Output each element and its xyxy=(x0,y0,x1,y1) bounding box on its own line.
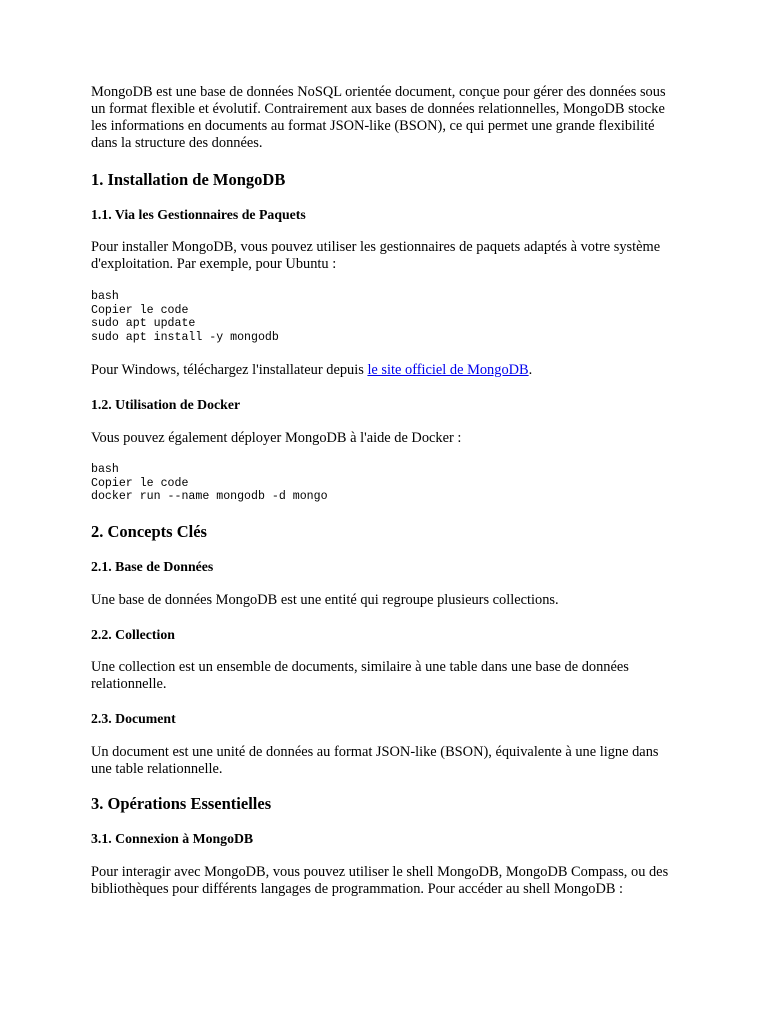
section-2-3-heading: 2.3. Document xyxy=(91,711,176,726)
section-1-1-heading: 1.1. Via les Gestionnaires de Paquets xyxy=(91,207,306,222)
code-block-docker: bash Copier le code docker run --name mongodb -d mongo xyxy=(91,463,328,503)
section-3-1-text: Pour interagir avec MongoDB, vous pouvez utiliser le shell MongoDB, MongoDB Compass, ou des bibliothèques pour différents langages de programmation. Pour accéder au shell MongoDB : xyxy=(91,864,669,897)
section-1-2-text: Vous pouvez également déployer MongoDB à l'aide de Docker : xyxy=(91,430,462,446)
windows-paragraph xyxy=(91,362,532,379)
section-3-heading: 3. Opérations Essentielles xyxy=(91,794,272,813)
section-1-heading: 1. Installation de MongoDB xyxy=(91,170,286,189)
section-2-1-heading: 2.1. Base de Données xyxy=(91,559,214,574)
section-1-1-text: Pour installer MongoDB, vous pouvez utiliser les gestionnaires de paquets adaptés à votre système d'exploitation. Par exemple, pour Ubuntu : xyxy=(91,239,661,272)
windows-text: Pour Windows, téléchargez l'installateur depuis xyxy=(91,362,368,378)
section-2-2-heading: 2.2. Collection xyxy=(91,627,175,642)
section-2-2-text: Une collection est un ensemble de documents, similaire à une table dans une base de données relationnelle. xyxy=(91,659,629,692)
code-block-ubuntu: bash Copier le code sudo apt update sudo apt install -y mongodb xyxy=(91,290,279,344)
section-1-2-heading: 1.2. Utilisation de Docker xyxy=(91,397,241,412)
windows-text-end: . xyxy=(528,362,533,378)
section-3-1-heading: 3.1. Connexion à MongoDB xyxy=(91,831,254,846)
mongodb-site-link[interactable]: le site officiel de MongoDB xyxy=(367,362,529,378)
intro-paragraph: MongoDB est une base de données NoSQL orientée document, conçue pour gérer des données sous un format flexible et évolutif. Contrairement aux bases de données relationnelles, MongoDB stocke les informations en documents au format JSON-like (BSON), ce qui permet une grande flexibilité dans la structure des données. xyxy=(91,84,666,151)
section-2-3-text: Un document est une unité de données au format JSON-like (BSON), équivalente à une ligne dans une table relationnelle. xyxy=(91,744,659,777)
section-2-1-text: Une base de données MongoDB est une entité qui regroupe plusieurs collections. xyxy=(91,592,559,608)
section-2-heading: 2. Concepts Clés xyxy=(91,522,207,541)
